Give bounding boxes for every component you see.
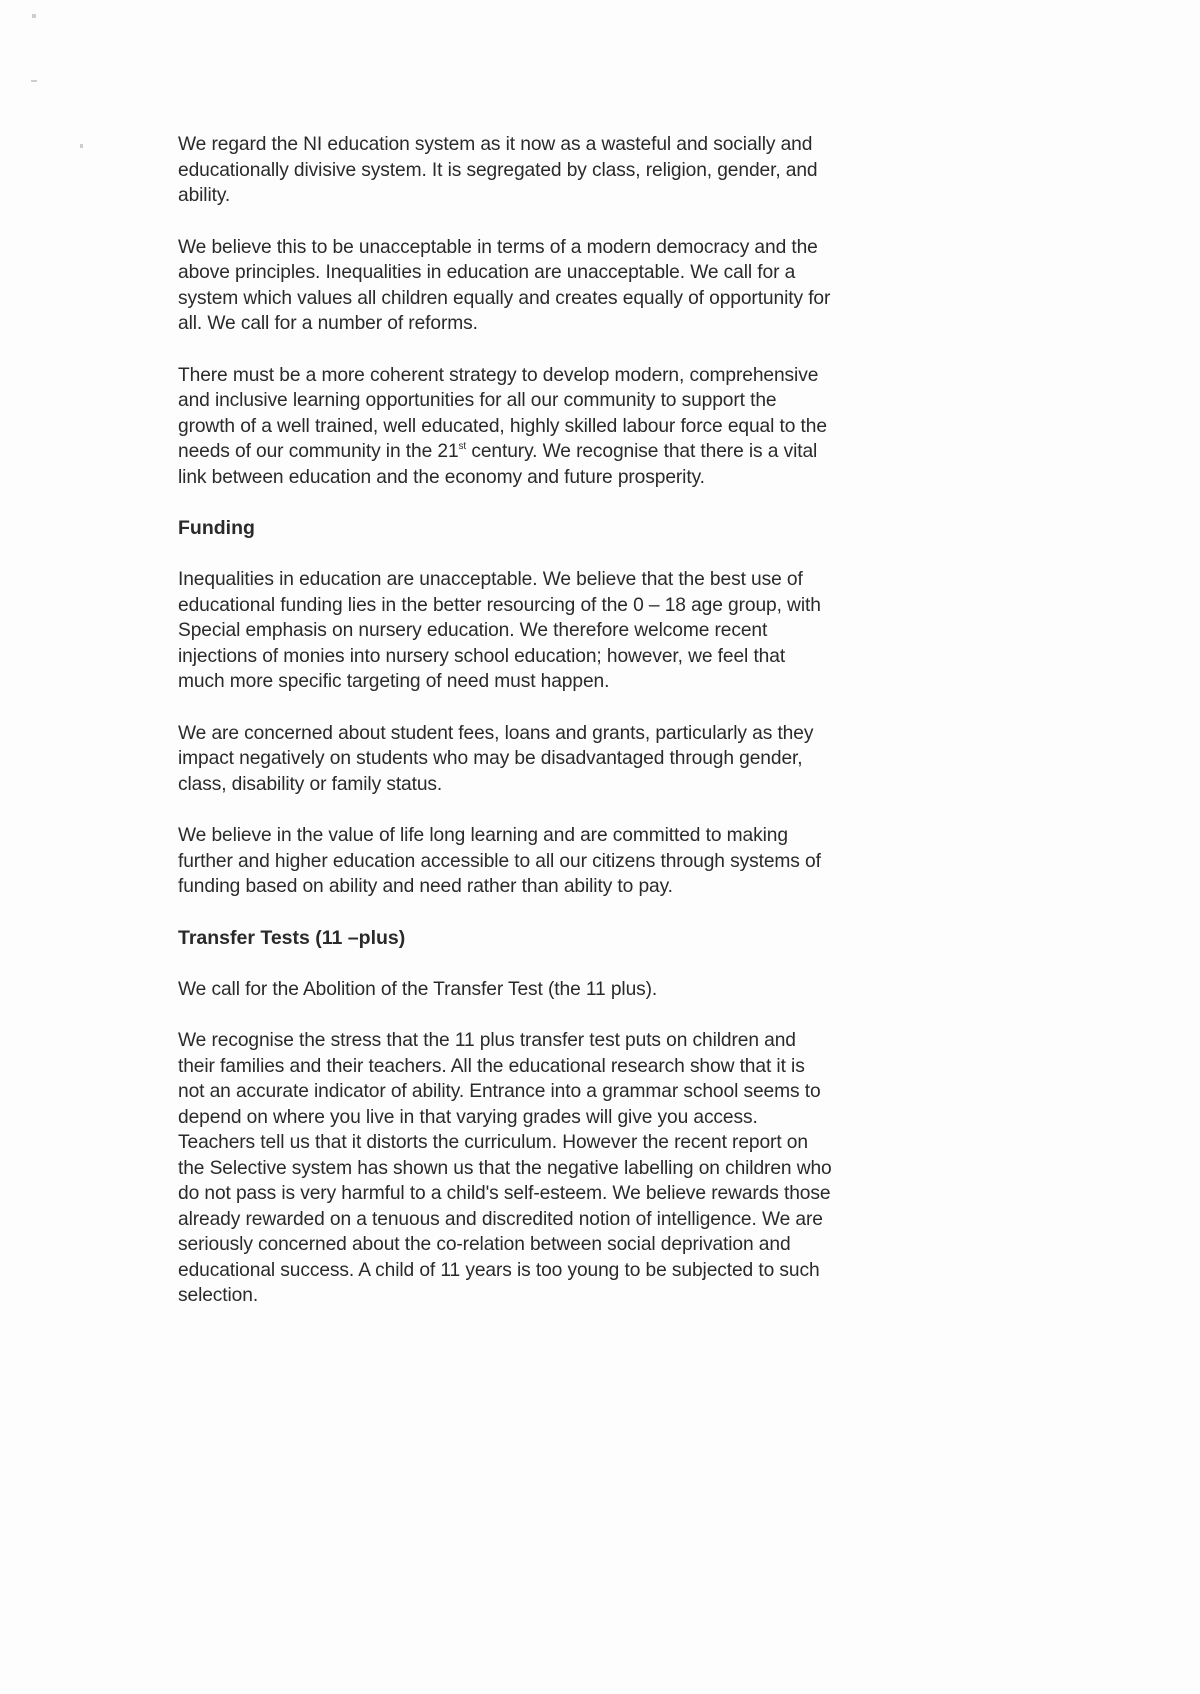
text-line: the Selective system has shown us that the negative labelling on children who — [178, 1157, 832, 1179]
text-line: class, disability or family status. — [178, 773, 443, 795]
section-heading-transfer-tests: Transfer Tests (11 –plus) — [178, 926, 406, 949]
text-line: much more specific targeting of need must happen. — [178, 671, 610, 692]
text-line: injections of monies into nursery school education; however, we feel that — [178, 645, 786, 667]
text-line: We call for the Abolition of the Transfer Test (the 11 plus). — [178, 978, 658, 1000]
text-line: We recognise the stress that the 11 plus transfer test puts on children and — [178, 1030, 796, 1051]
text-line: educational success. A child of 11 years is too young to be subjected to such — [178, 1259, 820, 1281]
funding-paragraph — [178, 567, 1038, 695]
text-line: selection. — [178, 1285, 259, 1306]
text-line: and inclusive learning opportunities for all our community to support the — [178, 390, 777, 411]
text-line: Inequalities in education are unacceptable. We believe that the best use of — [178, 569, 803, 590]
section-heading-funding: Funding — [178, 517, 255, 539]
text-line: Teachers tell us that it distorts the curriculum. However the recent report on — [178, 1132, 808, 1153]
intro-paragraph — [178, 132, 1038, 209]
text-line: system which values all children equally and creates equally of opportunity for — [178, 287, 831, 309]
text-line: We regard the NI education system as it now as a wasteful and socially and — [178, 134, 813, 155]
text-line: link between education and the economy and future prosperity. — [178, 466, 705, 488]
text-line: ability. — [178, 185, 231, 206]
scan-artifact — [32, 14, 36, 18]
text-line: above principles. Inequalities in education are unacceptable. We call for a — [178, 262, 796, 283]
ordinal-suffix: st — [458, 441, 467, 452]
text-segment: century. We recognise that there is a vital — [466, 441, 818, 462]
democracy-paragraph — [178, 235, 1038, 337]
text-line: all. We call for a number of reforms. — [178, 313, 478, 334]
text-line: We are concerned about student fees, loans and grants, particularly as they — [178, 722, 814, 744]
strategy-paragraph — [178, 363, 1038, 491]
scan-artifact — [31, 80, 37, 82]
student-fees-paragraph — [178, 721, 1038, 798]
text-line: We believe this to be unacceptable in terms of a modern democracy and the — [178, 236, 818, 258]
text-line: already rewarded on a tenuous and discredited notion of intelligence. We are — [178, 1208, 823, 1230]
text-line: educationally divisive system. It is segregated by class, religion, gender, and — [178, 159, 818, 181]
text-line: growth of a well trained, well educated, highly skilled labour force equal to the — [178, 415, 827, 437]
text-segment: needs of our community in the 21 — [178, 441, 459, 462]
document-body — [178, 132, 1038, 1335]
text-line: seriously concerned about the co-relation between social deprivation and — [178, 1234, 791, 1255]
text-line: Special emphasis on nursery education. We therefore welcome recent — [178, 620, 768, 641]
abolition-paragraph — [178, 977, 1038, 1003]
text-line: There must be a more coherent strategy to develop modern, comprehensive — [178, 364, 819, 386]
text-line: impact negatively on students who may be disadvantaged through gender, — [178, 748, 803, 769]
scan-artifact — [80, 144, 83, 148]
text-line: their families and their teachers. All the educational research show that it is — [178, 1055, 805, 1077]
text-line: not an accurate indicator of ability. Entrance into a grammar school seems to — [178, 1081, 821, 1102]
text-line: depend on where you live in that varying grades will give you access. — [178, 1106, 758, 1128]
transfer-test-paragraph — [178, 1028, 1038, 1309]
text-line: do not pass is very harmful to a child's self-esteem. We believe rewards those — [178, 1183, 831, 1204]
text-line: We believe in the value of life long learning and are committed to making — [178, 825, 788, 846]
text-line: funding based on ability and need rather than ability to pay. — [178, 876, 673, 897]
text-line: further and higher education accessible to all our citizens through systems of — [178, 850, 821, 872]
text-line: educational funding lies in the better resourcing of the 0 – 18 age group, with — [178, 594, 821, 616]
text-line — [178, 439, 1038, 465]
lifelong-learning-paragraph — [178, 823, 1038, 900]
